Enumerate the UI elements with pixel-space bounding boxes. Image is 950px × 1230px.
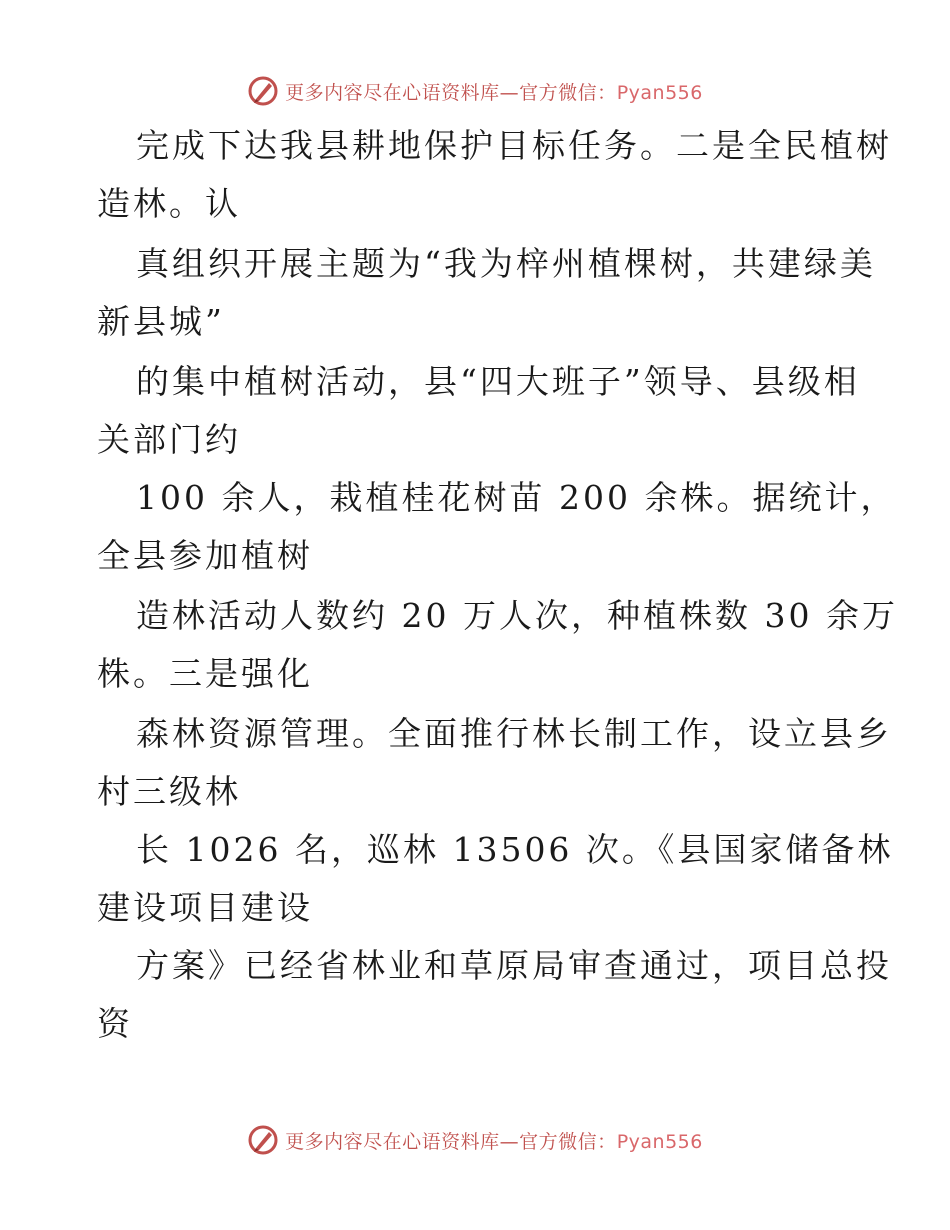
body-line: 造林活动人数约 20 万人次，种植株数 30 余万: [136, 596, 898, 635]
pen-logo-icon: [247, 75, 279, 107]
body-line: 村三级林: [97, 772, 241, 811]
pen-logo-icon: [247, 1124, 279, 1156]
watermark-banner-top: [0, 71, 950, 111]
watermark-wechat-id: Pyan556: [616, 1130, 703, 1153]
watermark-text: [285, 78, 703, 105]
body-line: 株。三是强化: [97, 654, 313, 693]
watermark-text: [285, 1127, 703, 1154]
body-line: 真组织开展主题为“我为梓州植棵树，共建绿美: [136, 244, 876, 283]
body-line: 的集中植树活动，县“四大班子”领导、县级相: [136, 362, 860, 401]
watermark-dash: —: [499, 1130, 520, 1153]
body-line: 长 1026 名，巡林 13506 次。《县国家储备林: [136, 830, 894, 869]
body-line: 全县参加植树: [97, 536, 313, 575]
watermark-site-text: 更多内容尽在心语资料库: [285, 1130, 500, 1153]
body-line: 森林资源管理。全面推行林长制工作，设立县乡: [136, 714, 892, 753]
body-line: 资: [97, 1004, 133, 1043]
body-line: 建设项目建设: [97, 888, 313, 927]
body-line: 100 余人，栽植桂花树苗 200 余株。据统计，: [136, 478, 897, 517]
watermark-banner-bottom: [0, 1120, 950, 1160]
body-line: 关部门约: [97, 420, 241, 459]
watermark-dash: —: [499, 81, 520, 104]
watermark-site-text: 更多内容尽在心语资料库: [285, 81, 500, 104]
body-line: 方案》已经省林业和草原局审查通过，项目总投: [136, 946, 892, 985]
watermark-official-label: 官方微信：: [519, 1130, 617, 1153]
body-line: 新县城”: [97, 302, 225, 341]
body-line: 造林。认: [97, 184, 241, 223]
watermark-official-label: 官方微信：: [519, 81, 617, 104]
watermark-wechat-id: Pyan556: [616, 81, 703, 104]
body-line: 完成下达我县耕地保护目标任务。二是全民植树: [136, 126, 892, 165]
